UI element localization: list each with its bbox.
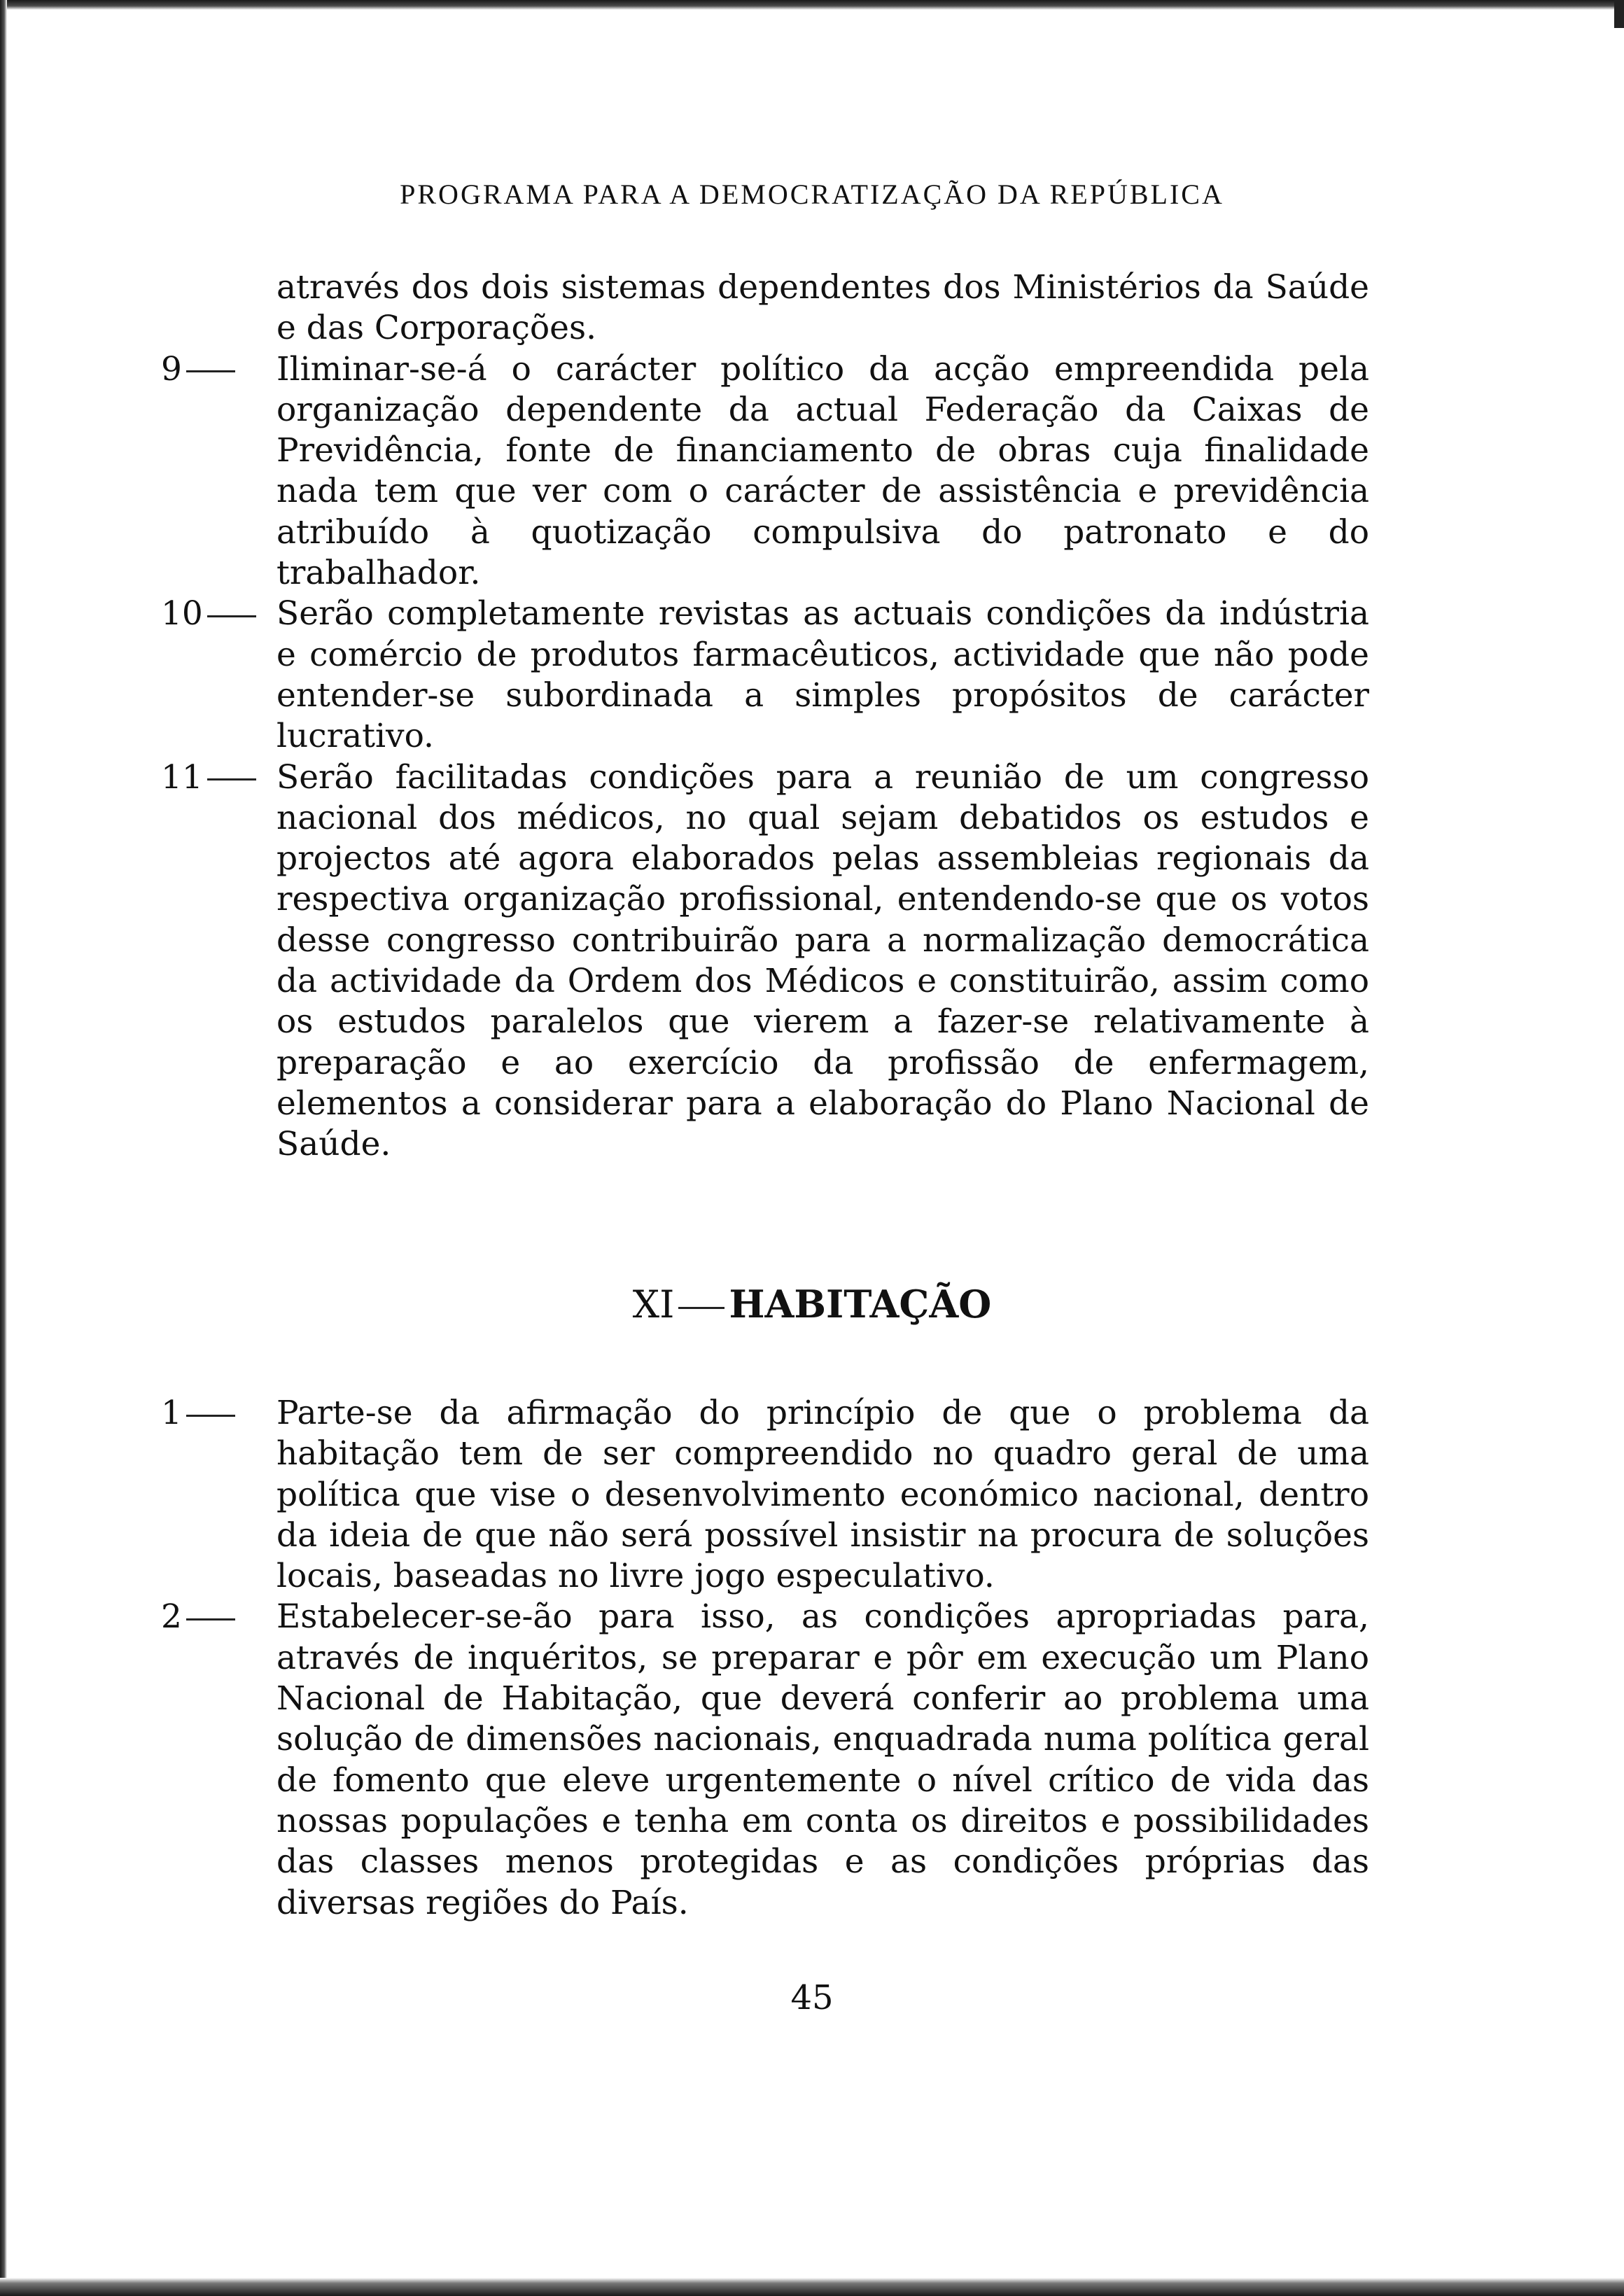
item-number-label	[161, 349, 276, 390]
paragraph-text: através dos dois sistemas dependentes dos Ministérios da Saúde e das Corporações.	[276, 268, 1369, 348]
item-text: Parte-se da afirmação do princípio de que o problema da habitação tem de ser compreendido no quadro geral de uma política que vise o desenvolvimento económico nacional, dentro da ideia de que não será possível insistir na procura de soluções locais, baseadas no livre jogo especulativo.	[276, 1394, 1369, 1596]
item-number-label	[161, 1393, 276, 1434]
scan-border-corner	[1614, 0, 1624, 28]
item-number: 11	[161, 757, 203, 797]
page-number: 45	[790, 1978, 834, 2017]
item-number: 1	[161, 1394, 182, 1432]
section-heading	[0, 1280, 1624, 1329]
text-block-housing	[161, 1393, 1369, 1924]
item-text: Serão completamente revistas as actuais condições da indústria e comércio de produtos farmacêuticos, actividade que não pode entender-se subordinada a simples propósitos de carácter lucrativo.	[276, 594, 1369, 756]
item-number-label	[161, 757, 276, 798]
item-number: 2	[161, 1597, 182, 1637]
scan-border-top	[0, 0, 1624, 10]
item-text: Serão facilitadas condições para a reunião de um congresso nacional dos médicos, no qual sejam debatidos os estudos e projectos até agora elaborados pelas assembleias regionais da respectiva organização profissional, entendendo-se que os votos desse congresso contribuirão para a normalização democrática da actividade da Ordem dos Médicos e constituirão, assim como os estudos paralelos que vierem a fazer-se relativamente à preparação e ao exercício da profissão de enfermagem, elementos a considerar para a elaboração do Plano Nacional de Saúde.	[276, 757, 1369, 1164]
section-roman-numeral: XI	[632, 1282, 675, 1326]
scan-border-bottom	[0, 2278, 1624, 2296]
em-dash	[186, 370, 235, 372]
em-dash	[678, 1307, 724, 1309]
em-dash	[186, 1415, 235, 1417]
item-text: Iliminar-se-á o carácter político da acção empreendida pela organização dependente da actual Federação da Caixas de Previdência, fonte de financiamento de obras cuja finalidade nada tem que ver com o carácter de assistência e previdência atribuído à quotização compulsiva do patronato e do trabalhador.	[276, 349, 1369, 593]
section-title: HABITAÇÃO	[729, 1282, 992, 1326]
em-dash	[207, 778, 256, 780]
numbered-item	[161, 594, 1369, 757]
item-number-label	[161, 594, 276, 634]
numbered-item	[161, 1597, 1369, 1923]
numbered-item	[161, 757, 1369, 1166]
continuation-paragraph	[161, 267, 1369, 349]
item-number-label	[161, 1597, 276, 1637]
em-dash	[186, 1618, 235, 1620]
text-block-health	[161, 267, 1369, 1166]
scan-border-left	[0, 0, 7, 2296]
item-number: 9	[161, 349, 182, 388]
numbered-item	[161, 349, 1369, 594]
numbered-item	[161, 1393, 1369, 1597]
em-dash	[207, 615, 256, 617]
running-head: PROGRAMA PARA A DEMOCRATIZAÇÃO DA REPÚBLICA	[400, 178, 1224, 210]
item-number: 10	[161, 594, 203, 634]
item-text: Estabelecer-se-ão para isso, as condições apropriadas para, através de inquéritos, se preparar e pôr em execução um Plano Nacional de Habitação, que deverá conferir ao problema uma solução de dimensões nacionais, enquadrada numa política geral de fomento que eleve urgentemente o nível crítico de vida das nossas populações e tenha em conta os direitos e possibilidades das classes menos protegidas e as condições próprias das diversas regiões do País.	[276, 1597, 1369, 1922]
